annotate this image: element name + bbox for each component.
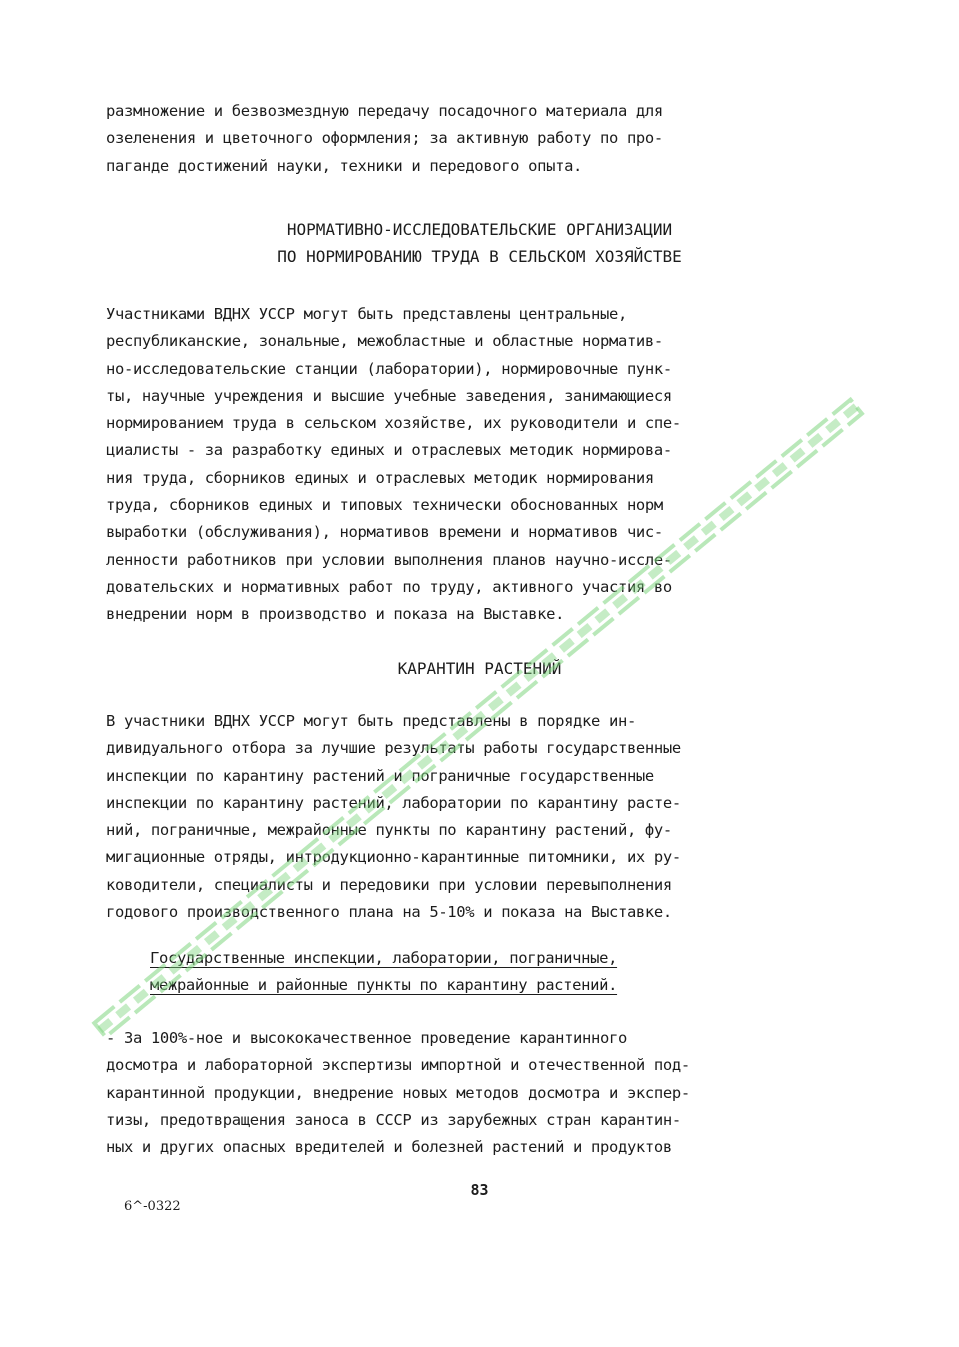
text-line: ты, научные учреждения и высшие учебные заведения, занимающиеся: [106, 386, 672, 405]
text-line: труда, сборников единых и типовых технически обоснованных норм: [106, 496, 663, 515]
heading-line: НОРМАТИВНО-ИССЛЕДОВАТЕЛЬСКИЕ ОРГАНИЗАЦИИ: [286, 220, 673, 239]
intro-paragraph: [106, 98, 818, 180]
inspection-criteria-paragraph: [106, 1025, 818, 1161]
text-line: ководители, специалисты и передовики при условии перевыполнения: [106, 875, 672, 894]
section-heading-plant-quarantine: [0, 655, 959, 682]
text-line: мигационные отряды, интродукционно-карантинные питомники, их ру-: [106, 848, 681, 867]
heading-line: КАРАНТИН РАСТЕНИЙ: [397, 659, 562, 678]
text-line: годового производственного плана на 5-10% и показа на Выставке.: [106, 903, 672, 922]
text-line: карантинной продукции, внедрение новых методов досмотра и экспер-: [106, 1083, 690, 1102]
text-line: дивидуального отбора за лучшие результаты работы государственные: [106, 739, 681, 758]
section-heading-labor-norms: [0, 216, 959, 271]
text-line: но-исследовательские станции (лаборатории), нормировочные пунк-: [106, 359, 672, 378]
text-line: циалисты - за разработку единых и отраслевых методик нормирова-: [106, 441, 672, 460]
subheading-line: межрайонные и районные пункты по карантину растений.: [150, 976, 618, 995]
text-line: - За 100%-ное и высококачественное проведение карантинного: [106, 1029, 627, 1047]
heading-line: ПО НОРМИРОВАНИЮ ТРУДА В СЕЛЬСКОМ ХОЗЯЙСТВЕ: [277, 247, 682, 267]
text-line: ных и других опасных вредителей и болезней растений и продуктов: [106, 1138, 672, 1157]
plant-quarantine-paragraph: [106, 708, 818, 926]
text-line: инспекции по карантину растений, лаборатории по карантину расте-: [106, 793, 681, 812]
text-line: внедрении норм в производство и показа на Выставке.: [106, 605, 565, 624]
page-number: 83: [470, 1181, 489, 1199]
text-line: В участники ВДНХ УССР могут быть представлены в порядке ин-: [106, 712, 636, 730]
text-line: ния труда, сборников единых и отраслевых методик нормирования: [106, 468, 654, 487]
text-line: республиканские, зональные, межобластные и областные норматив-: [106, 332, 663, 351]
text-line: ленности работников при условии выполнения планов научно-иссле-: [106, 550, 672, 569]
text-line: нормированием труда в сельском хозяйстве, их руководители и спе-: [106, 414, 681, 433]
text-line: размножение и безвозмездную передачу посадочного материала для: [106, 102, 663, 120]
text-line: довательских и нормативных работ по труду, активного участия во: [106, 577, 672, 596]
text-line: выработки (обслуживания), нормативов времени и нормативов чис-: [106, 523, 663, 542]
text-line: паганде достижений науки, техники и передового опыта.: [106, 156, 583, 175]
text-line: Участниками ВДНХ УССР могут быть представлены центральные,: [106, 305, 627, 323]
text-line: озеленения и цветочного оформления; за активную работу по про-: [106, 129, 663, 148]
subheading-line: Государственные инспекции, лаборатории, пограничные,: [150, 949, 618, 967]
underlined-subheading: [150, 945, 790, 1000]
labor-norms-paragraph: [106, 301, 818, 629]
text-line: ний, пограничные, межрайонные пункты по карантину растений, фу-: [106, 821, 672, 840]
text-line: досмотра и лабораторной экспертизы импортной и отечественной под-: [106, 1056, 690, 1075]
catalog-code: 6^-0322: [124, 1199, 181, 1214]
text-line: инспекции по карантину растений и пограничные государственные: [106, 766, 654, 785]
text-line: тизы, предотвращения заноса в СССР из зарубежных стран карантин-: [106, 1110, 681, 1129]
